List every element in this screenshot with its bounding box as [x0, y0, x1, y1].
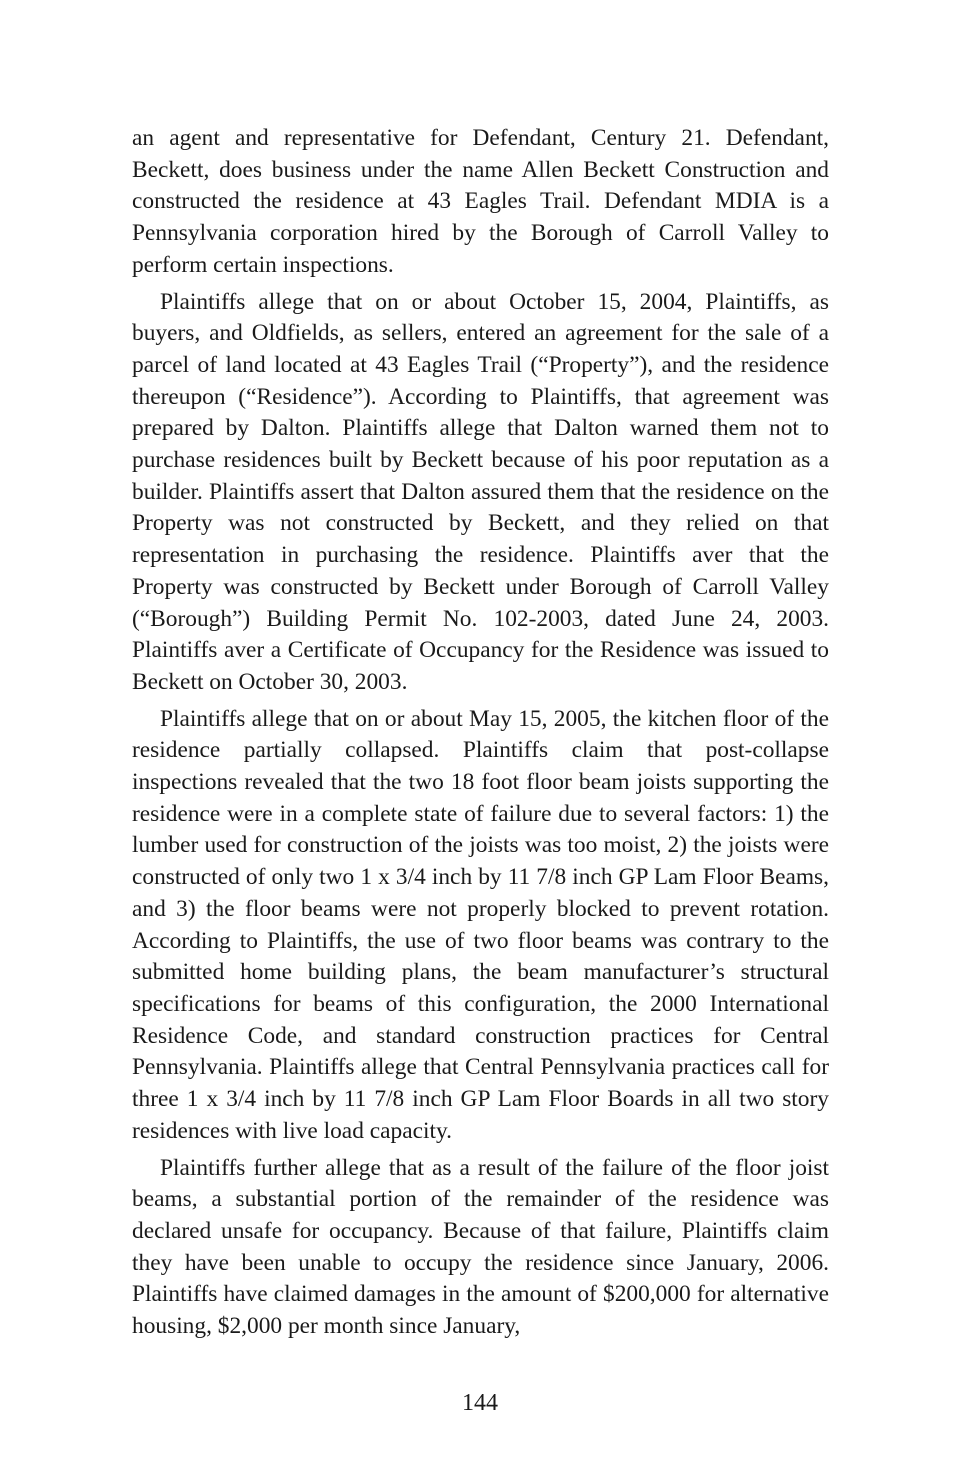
paragraph-damages: Plaintiffs further allege that as a result of the failure of the floor joist beams, a substantial portion of the remainder of the residence was declared unsafe for occupancy. Because of that failure, Plaintiffs claim they have been unable to occupy the residence since January, 2006. Plaintiffs have claimed damages in the amount of $200,000 for alternative housing, $2,000 per month since January,: [132, 1154, 829, 1340]
paragraph-floor-collapse: Plaintiffs allege that on or about May 15, 2005, the kitchen floor of the residence partially collapsed. Plaintiffs claim that post-collapse inspections revealed that the two 18 foot floor beam joists supporting the residence were in a complete state of failure due to several factors: 1) the lumber used for construction of the joists was too moist, 2) the joists were constructed of only two 1 x 3/4 inch by 11 7/8 inch GP Lam Floor Beams, and 3) the floor beams were not properly blocked to prevent rotation. According to Plaintiffs, the use of two floor beams was contrary to the submitted home building plans, the beam manufacturer’s structural specifications for beams of this configuration, the 2000 International Residence Code, and standard construction practices for Central Pennsylvania. Plaintiffs allege that Central Pennsylvania practices call for three 1 x 3/4 inch by 11 7/8 inch GP Lam Floor Boards in all two story residences with live load capacity.: [132, 705, 829, 1144]
page-number: 144: [462, 1390, 498, 1416]
paragraph-continued: an agent and representative for Defendant, Century 21. Defendant, Beckett, does business under the name Allen Beckett Construction and constructed the residence at 43 Eagles Trail. Defendant MDIA is a Pennsylvania corporation hired by the Borough of Carroll Valley to perform certain inspections.: [132, 125, 829, 278]
body-text: [132, 123, 829, 1343]
paragraph-sale-agreement: Plaintiffs allege that on or about October 15, 2004, Plaintiffs, as buyers, and Oldfields, as sellers, entered an agreement for the sale of a parcel of land located at 43 Eagles Trail (“Property”), and the residence thereupon (“Residence”). According to Plaintiffs, that agreement was prepared by Dalton. Plaintiffs allege that Dalton warned them not to purchase residences built by Beckett because of his poor reputation as a builder. Plaintiffs assert that Dalton assured them that the residence on the Property was not constructed by Beckett, and they relied on that representation in purchasing the residence. Plaintiffs aver that the Property was constructed by Beckett under Borough of Carroll Valley (“Borough”) Building Permit No. 102-2003, dated June 24, 2003. Plaintiffs aver a Certificate of Occupancy for the Residence was issued to Beckett on October 30, 2003.: [132, 288, 829, 695]
